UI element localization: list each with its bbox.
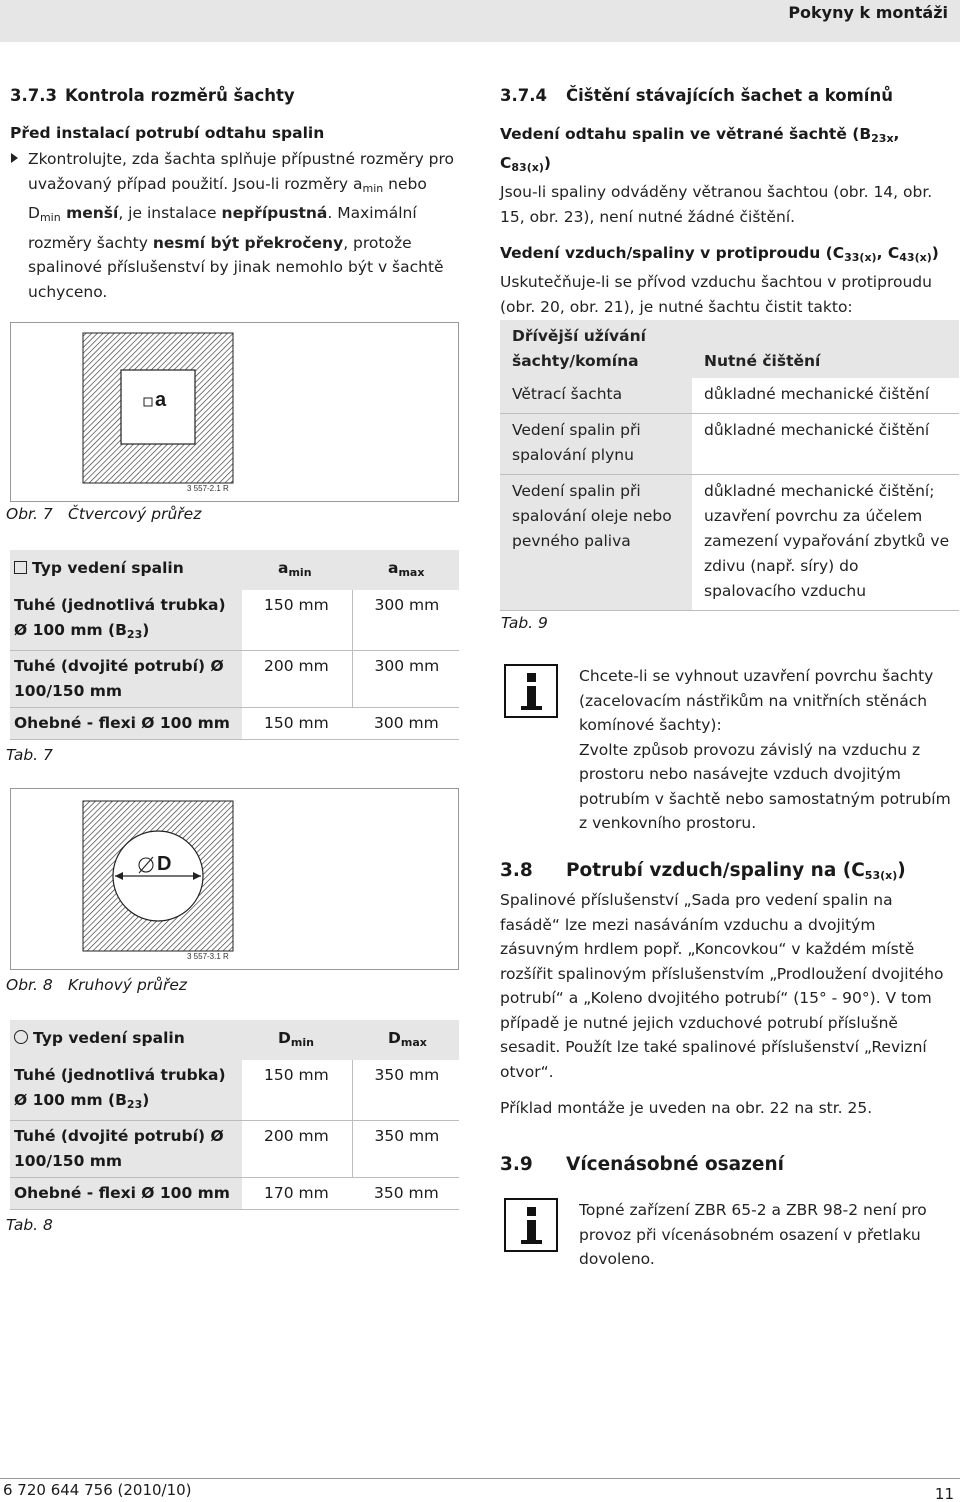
dimension-label-a: a: [155, 389, 167, 411]
bullet-paragraph: Zkontrolujte, zda šachta splňuje přípustné rozměry pro uvažovaný případ použití. Jsou-li rozměry $a_{min}$ nebo $D_{min}$ menší, je instalace nepřípustná. Maximální rozměry šachty nesmí být překročeny, protože spalinové příslušenství by jinak nemohlo být v šachtě uchyceno.: [10, 147, 462, 304]
figure-code: 3 557-3.1 R: [187, 952, 229, 961]
table-row: Vedení spalin při spalování oleje nebo pevného paliva důkladné mechanické čištění; uzavření povrchu za účelem zamezení vypařování zbytků ve zdivu (např. síry) do spalovacího vzduchu: [500, 475, 959, 611]
subsection-heading: Vedení odtahu spalin ve větrané šachtě ($B_{23x}$, $C_{83(x)}$): [500, 125, 900, 174]
section-number: 3.7.3: [10, 86, 57, 105]
table-row: Větrací šachta důkladné mechanické čištění: [500, 378, 959, 414]
dimension-label-d: D: [157, 853, 172, 875]
section-heading: [500, 860, 955, 882]
table-square-dimensions: [10, 550, 459, 740]
page-header: [0, 0, 960, 42]
table-row: Tuhé (jednotlivá trubka) Ø 100 mm $(B_{23})$ 150 mm 300 mm: [10, 590, 459, 651]
section-heading: [10, 86, 462, 105]
table-round-dimensions: [10, 1020, 459, 1210]
subsection-heading: Před instalací potrubí odtahu spalin: [10, 124, 325, 142]
table-cleaning: [500, 320, 959, 611]
info-icon: [504, 664, 558, 718]
section-3-9: [500, 1154, 955, 1175]
section-title: Kontrola rozměrů šachty: [65, 86, 295, 105]
section-title: Vícenásobné osazení: [566, 1154, 784, 1175]
info-note: Chcete-li se vyhnout uzavření povrchu šachty (zacelovacím nástřikům na vnitřních stěnách komínové šachty): Zvolte způsob provozu závislý na vzduchu z prostoru nebo nasávejte vzduch dvojitým potrubím v šachtě nebo samostatným potrubím z venkovního prostoru.: [504, 664, 959, 834]
table-header-row: Dřívější užívání šachty/komína Nutné čištění: [500, 320, 959, 378]
figure-round-section: [10, 788, 459, 970]
paragraph: Příklad montáže je uveden na obr. 22 na str. 25.: [500, 1099, 873, 1117]
paragraph: Uskutečňuje-li se přívod vzduchu šachtou v protiproudu (obr. 20, obr. 21), je nutné šachtu čistit takto:: [500, 273, 932, 316]
section-3-7-3: [10, 86, 462, 304]
table-row: Tuhé (jednotlivá trubka) Ø 100 mm $(B_{23})$ 150 mm 350 mm: [10, 1060, 459, 1121]
page-number: 11: [934, 1485, 954, 1502]
section-3-8: [500, 860, 955, 1121]
figure-square-section: [10, 322, 459, 502]
round-shaft-drawing: [11, 789, 460, 971]
figure-caption: Obr. 7 Čtvercový průřez: [6, 505, 202, 523]
section-number: 3.9: [500, 1154, 533, 1175]
section-heading: [500, 86, 955, 105]
table-caption: Tab. 7: [6, 746, 53, 764]
table-row: Tuhé (dvojité potrubí) Ø 100/150 mm 200 mm 350 mm: [10, 1121, 459, 1178]
section-heading: [500, 1154, 955, 1175]
table-header-row: Typ vedení spalin $D_{min}$ $D_{max}$: [10, 1020, 459, 1060]
figure-code: 3 557-2.1 R: [187, 484, 229, 493]
table-row: Vedení spalin při spalování plynu důkladné mechanické čištění: [500, 414, 959, 475]
section-title: Potrubí vzduch/spaliny na $(C_{53(x)})$: [566, 860, 906, 882]
table-header-row: Typ vedení spalin $a_{min}$ $a_{max}$: [10, 550, 459, 590]
table-row: Ohebné - flexi Ø 100 mm 170 mm 350 mm: [10, 1178, 459, 1210]
paragraph: Jsou-li spaliny odváděny větranou šachtou (obr. 14, obr. 15, obr. 23), není nutné žádné čištění.: [500, 183, 933, 226]
info-icon: [504, 1198, 558, 1252]
table-caption: Tab. 9: [501, 614, 548, 632]
footer-divider: [0, 1478, 960, 1479]
section-3-7-4: [500, 86, 955, 319]
info-note: Topné zařízení ZBR 65-2 a ZBR 98-2 není pro provoz při vícenásobném osazení v přetlaku dovoleno.: [504, 1198, 959, 1278]
square-icon: [14, 561, 27, 574]
bullet-triangle-icon: [11, 153, 18, 163]
square-shaft-drawing: [11, 323, 460, 503]
circle-icon: [14, 1030, 28, 1044]
table-row: Tuhé (dvojité potrubí) Ø 100/150 mm 200 mm 300 mm: [10, 651, 459, 708]
subsection-heading: Vedení vzduch/spaliny v protiproudu ($C_{33(x)}$, $C_{43(x)}$): [500, 244, 939, 264]
table-caption: Tab. 8: [6, 1216, 53, 1234]
section-number: 3.8: [500, 860, 533, 881]
table-row: Ohebné - flexi Ø 100 mm 150 mm 300 mm: [10, 708, 459, 740]
section-title: Čištění stávajících šachet a komínů: [566, 86, 893, 105]
header-title: Pokyny k montáži: [788, 3, 948, 22]
figure-caption: Obr. 8 Kruhový průřez: [6, 976, 188, 994]
document-number: 6 720 644 756 (2010/10): [3, 1481, 192, 1499]
paragraph: Spalinové příslušenství „Sada pro vedení spalin na fasádě“ lze mezi nasáváním vzduchu a dvojitým zásuvným hrdlem popř. „Koncovkou“ v každém místě rozšířit spalinovým příslušenstvím „Prodloužení dvojitého potrubí“ a „Koleno dvojitého potrubí“ (15° - 90°). V tom případě je nutné jejich vzduchové potrubí příslušně sesadit. Použít lze také spalinové příslušenství „Revizní otvor“.: [500, 891, 944, 1081]
section-number: 3.7.4: [500, 86, 547, 105]
